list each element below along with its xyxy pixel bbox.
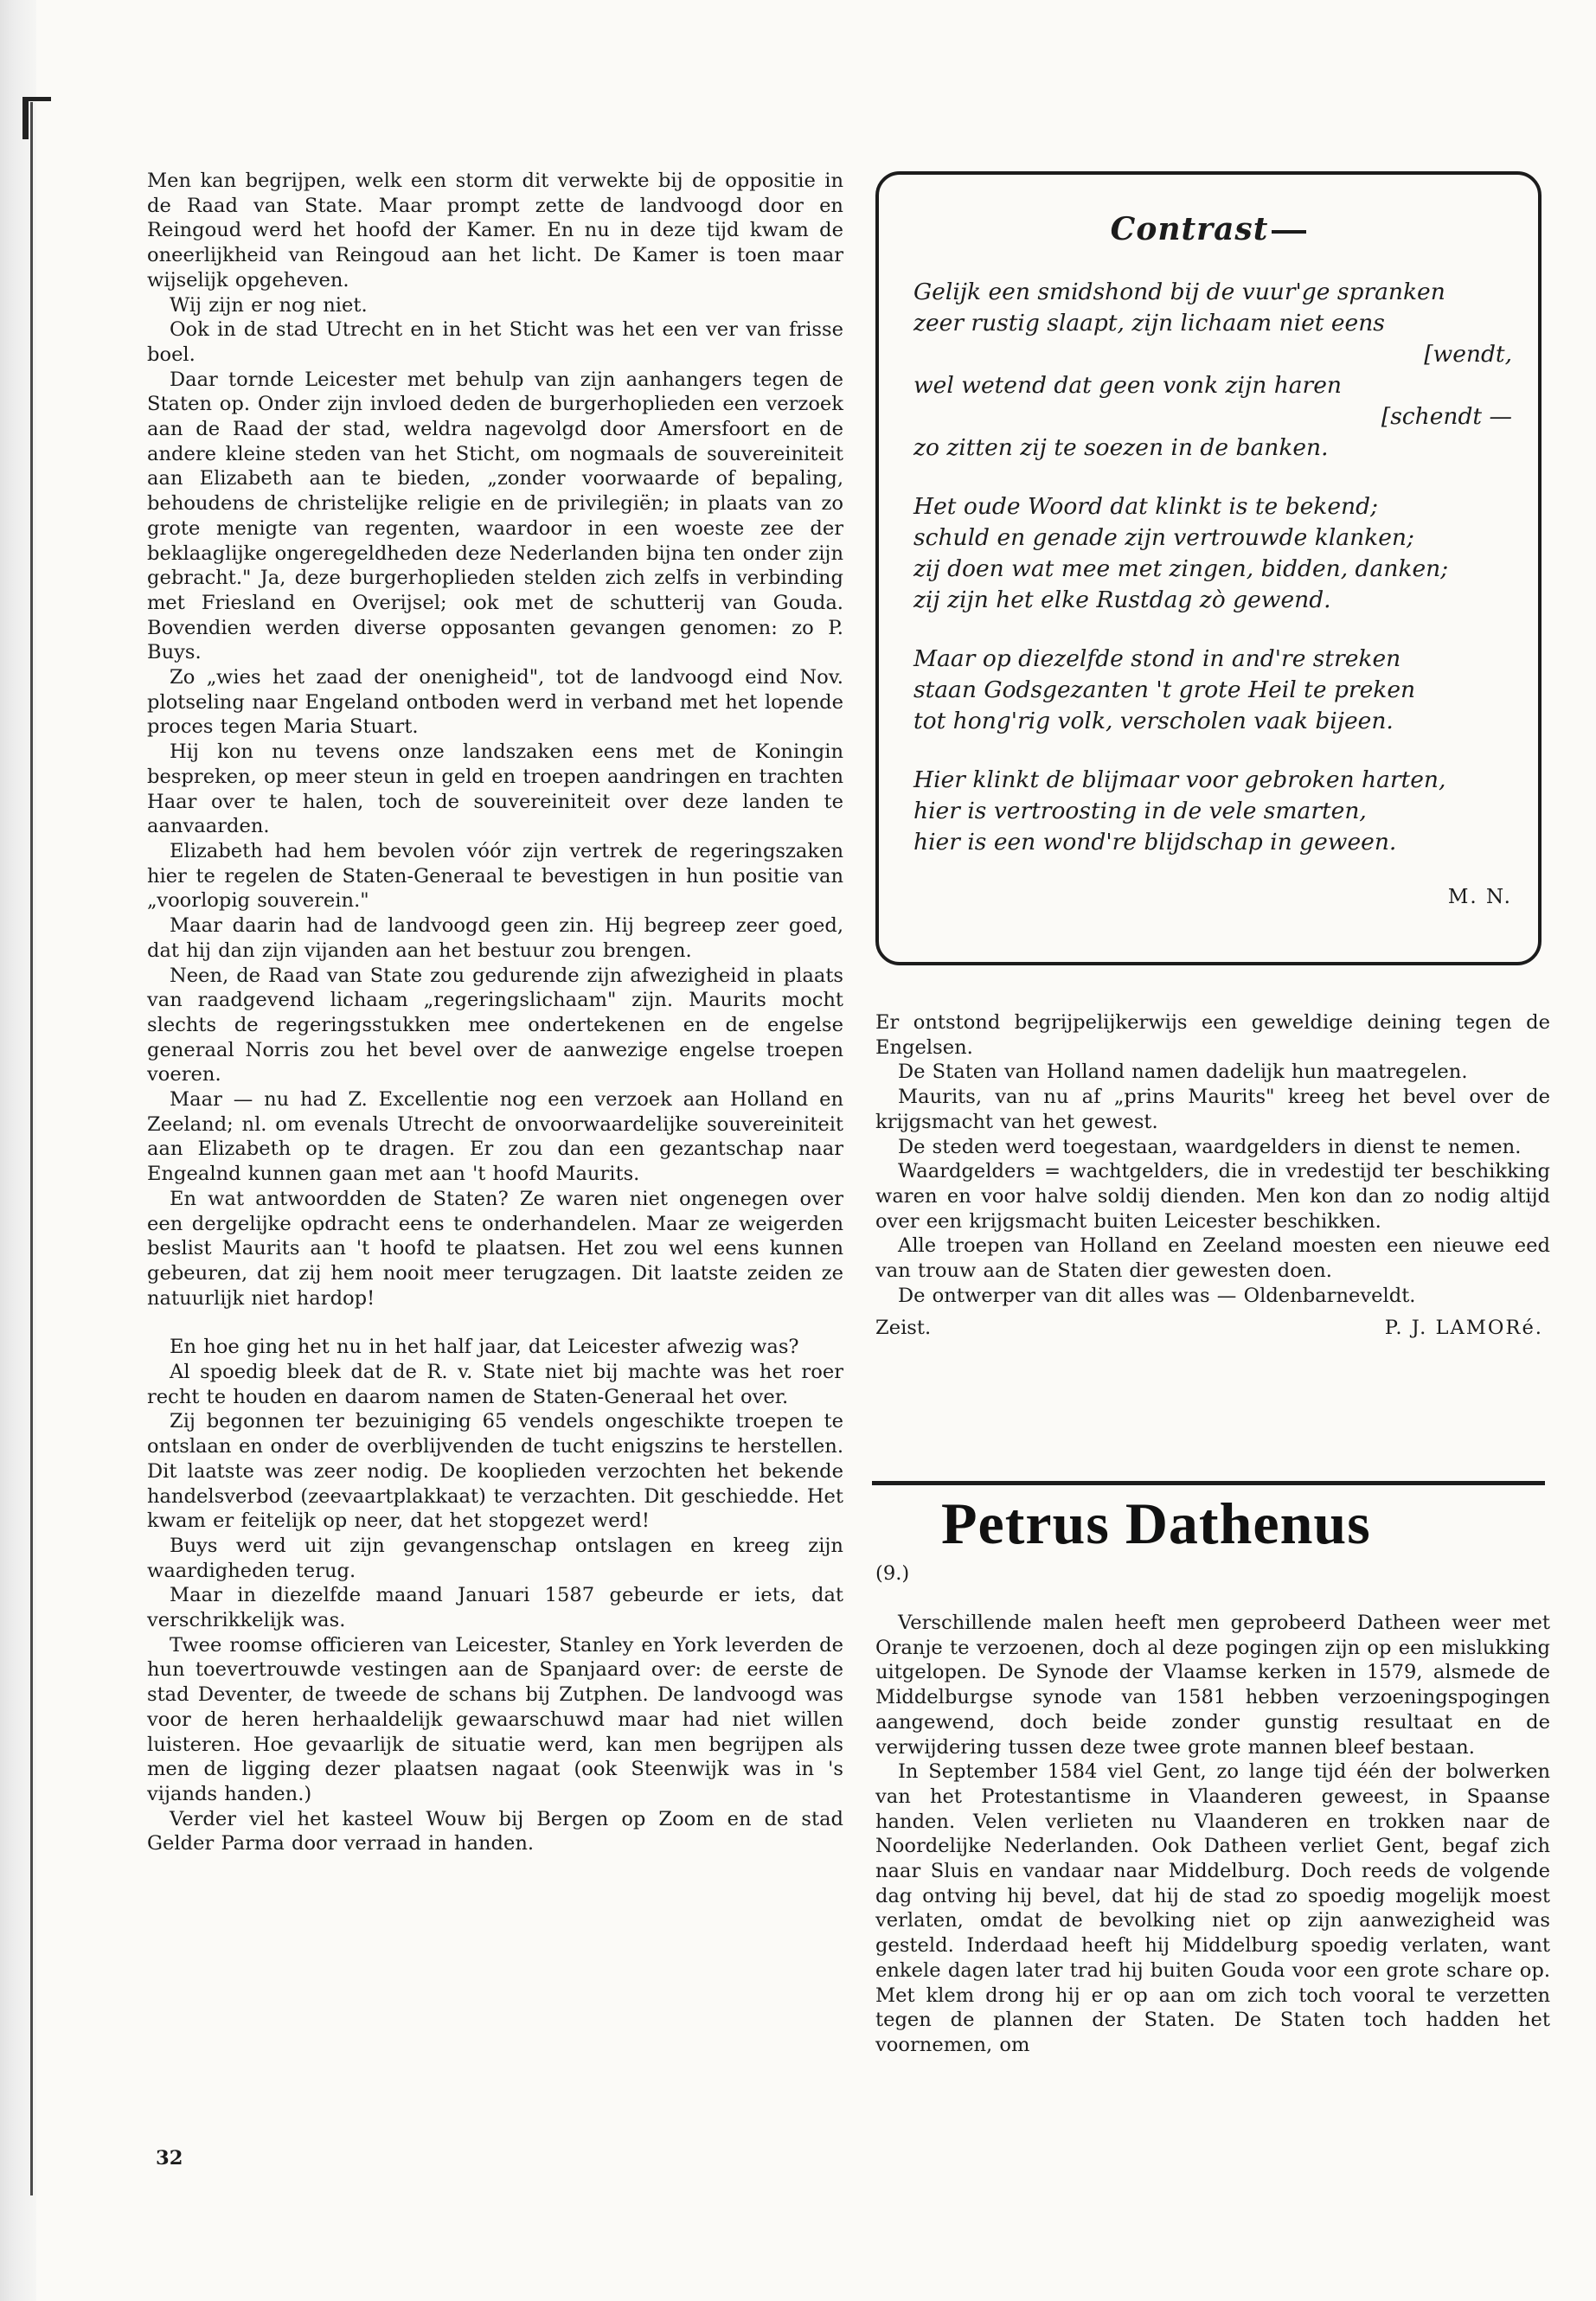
- title-flourish: [1272, 230, 1306, 234]
- article-part-number: (9.): [875, 1562, 910, 1585]
- paragraph: Al spoedig bleek dat de R. v. State niet bij machte was het roer recht te houden en daarom namen de Staten-Generaal het over.: [147, 1361, 843, 1408]
- article-author: P. J. LAMORé.: [1384, 1317, 1543, 1340]
- paragraph: Neen, de Raad van State zou gedurende zijn afwezigheid in plaats van raadgevend lichaam „regeringslichaam" zijn. Maurits mocht slechts de regeringsstukken mee ondertekenen en de engelse generaal Norris zou het bevel over de aanwezige engelse troepen voeren.: [147, 964, 843, 1086]
- poem-line: schuld en genade zijn vertrouwde klanken;: [913, 524, 1414, 551]
- poem-title: [879, 211, 1538, 247]
- article-place: Zeist.: [875, 1317, 932, 1340]
- article-heading: Petrus Dathenus: [941, 1490, 1371, 1556]
- second-article-body: [875, 1611, 1550, 2058]
- paragraph: En wat antwoordden de Staten? Ze waren niet ongenegen over een dergelijke opdracht eens te onderhandelen. Maar ze weigerden beslist Maurits aan 't hoofd te plaatsen. Het zou wel eens kunnen gebeuren, dat zij hem nooit meer terugzagen. Dit laatste zeiden ze natuurlijk niet hardop!: [147, 1187, 843, 1310]
- paragraph: Maurits, van nu af „prins Maurits" kreeg het bevel over de krijgsmacht van het gewest.: [875, 1086, 1550, 1133]
- paragraph: Maar in diezelfde maand Januari 1587 gebeurde er iets, dat verschrikkelijk was.: [147, 1584, 843, 1632]
- paragraph: Buys werd uit zijn gevangenschap ontslagen en kreeg zijn waardigheden terug.: [147, 1534, 843, 1582]
- scan-binding-edge: [0, 0, 36, 2301]
- paragraph: Waardgelders = wachtgelders, die in vredestijd ter beschikking waren en voor halve soldij dienden. Men kon dan zo nodig altijd over een krijgsmacht buiten Leicester beschikken.: [875, 1160, 1550, 1233]
- scan-corner-mark: [22, 97, 51, 139]
- article-signature: [875, 1315, 1550, 1341]
- paragraph: Twee roomse officieren van Leicester, Stanley en York leverden de hun toevertrouwde vestingen aan de Spanjaard over: de eerste de stad Deventer, de tweede de schans bij Zutphen. De landvoogd was voor de heren herhaaldelijk gewaarschuwd maar had niet willen luisteren. Hoe gevaarlijk de situatie werd, kan men begrijpen als men de ligging dezer plaatsen nagaat (ook Steenwijk was in 's vijands handen.): [147, 1633, 843, 1805]
- stanza: [913, 277, 1512, 464]
- paragraph: En hoe ging het nu in het half jaar, dat Leicester afwezig was?: [170, 1336, 799, 1359]
- paragraph: Zo „wies het zaad der onenigheid", tot de landvoogd eind Nov. plotseling naar Engeland ontboden werd in verband met het lopende proces tegen Maria Stuart.: [147, 666, 843, 739]
- poem-line: zij doen wat mee met zingen, bidden, danken;: [913, 555, 1449, 582]
- paragraph: Verschillende malen heeft men geprobeerd Datheen weer met Oranje te verzoenen, doch al deze pogingen zijn op een mislukking uitgelopen. De Synode der Vlaamse kerken in 1579, alsmede de Middelburgse synode van 1581 hebben verzoeningspogingen aangewend, doch beide zonder gunstig resultaat en de verwijdering tussen deze twee grote mannen bleef bestaan.: [875, 1612, 1550, 1759]
- paragraph: Ook in de stad Utrecht en in het Sticht was het een ver van frisse boel.: [147, 318, 843, 366]
- poem-line: zeer rustig slaapt, zijn lichaam niet eens: [913, 310, 1385, 336]
- paragraph: De steden werd toegestaan, waardgelders in dienst te nemen.: [898, 1135, 1522, 1158]
- paragraph: De ontwerper van dit alles was — Oldenbarneveldt.: [898, 1284, 1416, 1307]
- stanza: [913, 491, 1512, 616]
- paragraph: Elizabeth had hem bevolen vóór zijn vertrek de regeringszaken hier te regelen de Staten-Generaal te bevestigen in hun positie van „voorlopig souverein.": [147, 839, 843, 913]
- right-column-top: [875, 1010, 1550, 1341]
- poem-line: hier is een wond're blijdschap in geween.: [913, 829, 1397, 856]
- page-number: 32: [156, 2147, 183, 2170]
- poem-line: Hier klinkt de blijmaar voor gebroken harten,: [913, 766, 1446, 793]
- paragraph: Zij begonnen ter bezuiniging 65 vendels ongeschikte troepen te ontslaan en onder de overblijvenden de tucht enigszins te herstellen. Dit laatste was zeer nodig. De kooplieden verzochten het bekende handelsverbod (zeevaartplakkaat) te verzachten. Dit geschiedde. Het kwam er feitelijk op neer, dat het stopgezet werd!: [147, 1410, 843, 1533]
- poem-line: staan Godsgezanten 't grote Heil te preken: [913, 676, 1416, 703]
- poem-line: wel wetend dat geen vonk zijn haren: [913, 372, 1342, 399]
- paragraph: Wij zijn er nog niet.: [170, 293, 368, 317]
- poem-line: hier is vertroosting in de vele smarten,: [913, 798, 1367, 824]
- poem-line: tot hong'rig volk, verscholen vaak bijeen.: [913, 708, 1394, 734]
- left-column: [147, 169, 843, 1856]
- paragraph: In September 1584 viel Gent, zo lange tijd één der bolwerken van het Protestantisme in Vlaanderen geweest, in Spaanse handen. Velen verlieten nu Vlaanderen en trokken naar de Noordelijke Nederlanden. Ook Datheen verliet Gent, begaf zich naar Sluis en vandaar naar Middelburg. Doch reeds de volgende dag ontving hij bevel, dat hij de stad zo spoedig mogelijk moest verlaten, omdat de bevolking niet op zijn aanwezigheid was gesteld. Inderdaad heeft hij Middelburg spoedig verlaten, want enkele dagen later trad hij buiten Gouda voor een grote schare op. Met klem drong hij er op aan om zich toch vooral te verzetten tegen de plannen der Staten. De Staten toch hadden het voornemen, om: [875, 1760, 1550, 2056]
- paragraph: Alle troepen van Holland en Zeeland moesten een nieuwe eed van trouw aan de Staten dier gewesten doen.: [875, 1234, 1550, 1283]
- paragraph: Hij kon nu tevens onze landszaken eens met de Koningin bespreken, op meer steun in geld en troepen aandringen en trachten Haar over te halen, toch de souvereiniteit over deze landen te aanvaarden.: [147, 740, 843, 838]
- section-gap: [147, 1311, 843, 1335]
- paragraph: Maar daarin had de landvoogd geen zin. Hij begreep zeer goed, dat hij dan zijn vijanden aan het bestuur zou brengen.: [147, 914, 843, 962]
- paragraph: Daar tornde Leicester met behulp van zijn aanhangers tegen de Staten op. Onder zijn invloed deden de burgerhoplieden een verzoek aan de Raad der stad, weldra nagevolgd door Amersfoort en de andere kleine steden van het Sticht, om nogmaals de souvereiniteit aan Elizabeth aan te bieden, „zonder voorwaarde of bepaling, behoudens de christelijke religie en de privilegiën; in plaats van zo grote menigte van regenten, waardoor in een woeste zee der beklaaglijke ongeregeldheden deze Nederlanden bijna ten onder zijn gebracht." Ja, deze burgerhoplieden stelden zich zelfs in verbinding met Friesland en Overijsel; ook met de schutterij van Gouda. Bovendien werden diverse opposanten gevangen genomen: zo P. Buys.: [147, 368, 843, 664]
- poem-line: Het oude Woord dat klinkt is te bekend;: [913, 493, 1379, 520]
- poem-line: zij zijn het elke Rustdag zò gewend.: [913, 586, 1331, 613]
- poem-signature: M. N.: [1447, 886, 1512, 908]
- paragraph: Maar — nu had Z. Excellentie nog een verzoek aan Holland en Zeeland; nl. om evenals Utrecht de onvoorwaardelijke souvereiniteit aan Elizabeth op te dragen. Er zou dan een gezantschap naar Engealnd kunnen gaan met aan 't hoofd Maurits.: [147, 1088, 843, 1186]
- poem-line-continuation: [schendt —: [1381, 403, 1512, 430]
- poem-title-text: Contrast: [1110, 211, 1269, 247]
- paragraph: Men kan begrijpen, welk een storm dit verwekte bij de oppositie in de Raad van State. Maar prompt zette de landvoogd door en Reingoud werd het hoofd der Kamer. En nu in deze tijd kwam de oneerlijkheid van Reingoud aan het licht. De Kamer is toen maar wijselijk opgeheven.: [147, 170, 843, 292]
- poem-box: [875, 171, 1542, 965]
- paragraph: De Staten van Holland namen dadelijk hun maatregelen.: [898, 1061, 1468, 1084]
- paragraph: Verder viel het kasteel Wouw bij Bergen op Zoom en de stad Gelder Parma door verraad in handen.: [147, 1807, 843, 1856]
- poem-line: Gelijk een smidshond bij de vuur'ge spranken: [913, 279, 1445, 305]
- stanza: [913, 644, 1512, 737]
- stanza: [913, 765, 1512, 858]
- poem-line: zo zitten zij te soezen in de banken.: [913, 434, 1329, 461]
- poem-body: [913, 277, 1512, 858]
- poem-line: Maar op diezelfde stond in and're streken: [913, 645, 1401, 672]
- paragraph: Er ontstond begrijpelijkerwijs een geweldige deining tegen de Engelsen.: [875, 1011, 1550, 1059]
- poem-line-continuation: [wendt,: [1424, 341, 1512, 368]
- section-rule: [872, 1481, 1545, 1485]
